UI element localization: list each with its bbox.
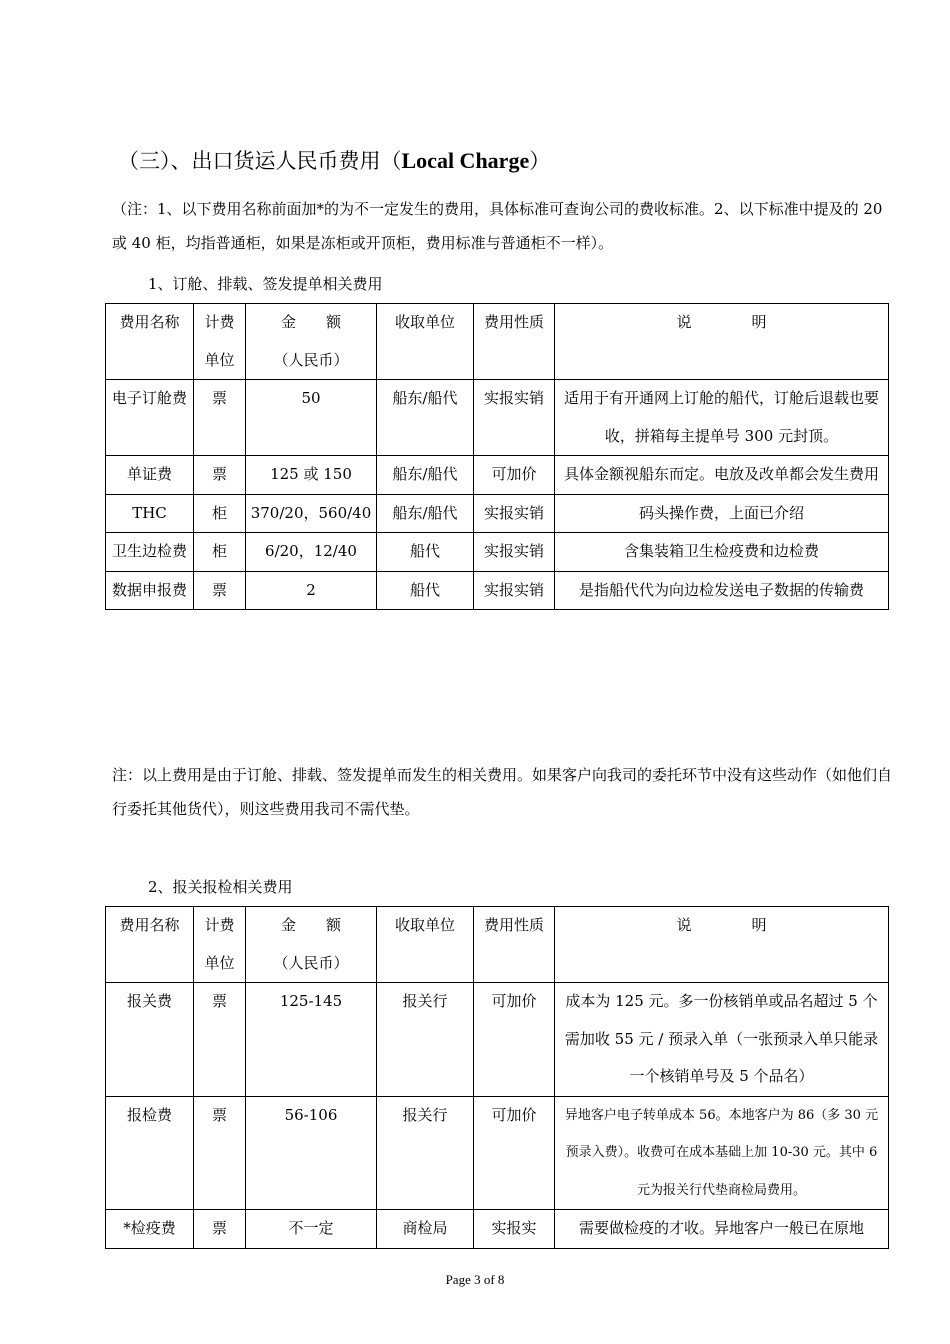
fee-desc: 异地客户电子转单成本 56。本地客户为 86（多 30 元预录入费）。收费可在成本基础上加 10-30 元。其中 6 元为报关行代垫商检局费用。 (555, 1096, 889, 1210)
fee-collector: 船东/船代 (377, 494, 474, 533)
fee-unit: 票 (194, 1210, 246, 1249)
fee-nature: 实报实销 (474, 494, 555, 533)
col-header-desc: 说 明 (555, 304, 889, 380)
table-row (106, 1096, 889, 1210)
table-row (106, 494, 889, 533)
fee-collector: 船代 (377, 533, 474, 572)
table1 (105, 303, 889, 610)
fee-desc: 码头操作费，上面已介绍 (555, 494, 889, 533)
fee-collector: 船代 (377, 571, 474, 610)
table1-caption: 1、订舱、排载、签发提单相关费用 (148, 275, 383, 293)
intro-note: （注：1、以下费用名称前面加*的为不一定发生的费用，具体标准可查询公司的费收标准。2、以下标准中提及的 20 或 40 柜，均指普通柜，如果是冻柜或开顶柜，费用标准与普通柜不一样）。 (112, 200, 883, 252)
col-header-unit: 计费单位 (194, 304, 246, 380)
fee-name: 数据申报费 (106, 571, 194, 610)
fee-unit: 票 (194, 983, 246, 1097)
col-header-name: 费用名称 (106, 907, 194, 983)
table2 (105, 906, 889, 1249)
fee-unit: 柜 (194, 533, 246, 572)
col-header-nature: 费用性质 (474, 304, 555, 380)
fee-unit: 柜 (194, 494, 246, 533)
fee-desc: 成本为 125 元。多一份核销单或品名超过 5 个需加收 55 元 / 预录入单（一张预录入单只能录一个核销单号及 5 个品名） (555, 983, 889, 1097)
fee-desc: 需要做检疫的才收。异地客户一般已在原地 (555, 1210, 889, 1249)
fee-nature: 可加价 (474, 983, 555, 1097)
col-header-collector: 收取单位 (377, 907, 474, 983)
table-row (106, 983, 889, 1097)
fee-nature: 实报实销 (474, 533, 555, 572)
fee-nature: 可加价 (474, 456, 555, 495)
fee-amount: 370/20，560/40 (246, 494, 377, 533)
fee-name: THC (106, 494, 194, 533)
fee-amount: 6/20，12/40 (246, 533, 377, 572)
fee-nature: 实报实销 (474, 380, 555, 456)
table1-note: 注：以上费用是由于订舱、排载、签发提单而发生的相关费用。如果客户向我司的委托环节中没有这些动作（如他们自行委托其他货代），则这些费用我司不需代垫。 (112, 766, 893, 818)
fee-name: 电子订舱费 (106, 380, 194, 456)
fee-collector: 船东/船代 (377, 380, 474, 456)
col-header-nature: 费用性质 (474, 907, 555, 983)
fee-amount: 不一定 (246, 1210, 377, 1249)
table-row (106, 1210, 889, 1249)
fee-collector: 报关行 (377, 1096, 474, 1210)
table-row (106, 380, 889, 456)
fee-name: 报关费 (106, 983, 194, 1097)
fee-collector: 报关行 (377, 983, 474, 1097)
col-header-desc: 说 明 (555, 907, 889, 983)
fee-amount: 50 (246, 380, 377, 456)
table-row (106, 571, 889, 610)
fee-unit: 票 (194, 456, 246, 495)
fee-collector: 商检局 (377, 1210, 474, 1249)
fee-name: *检疫费 (106, 1210, 194, 1249)
fee-desc: 具体金额视船东而定。电放及改单都会发生费用 (555, 456, 889, 495)
fee-amount: 125-145 (246, 983, 377, 1097)
col-header-name: 费用名称 (106, 304, 194, 380)
fee-nature: 实报实 (474, 1210, 555, 1249)
fee-desc: 是指船代代为向边检发送电子数据的传输费 (555, 571, 889, 610)
fee-unit: 票 (194, 380, 246, 456)
fee-amount: 56-106 (246, 1096, 377, 1210)
col-header-unit: 计费单位 (194, 907, 246, 983)
col-header-amount: 金 额 （人民币） (246, 907, 377, 983)
col-header-amount: 金 额 （人民币） (246, 304, 377, 380)
fee-amount: 125 或 150 (246, 456, 377, 495)
fee-unit: 票 (194, 571, 246, 610)
fee-name: 单证费 (106, 456, 194, 495)
fee-desc: 适用于有开通网上订舱的船代，订舱后退载也要收，拼箱每主提单号 300 元封顶。 (555, 380, 889, 456)
fee-amount: 2 (246, 571, 377, 610)
table-row (106, 456, 889, 495)
table1-header (106, 304, 889, 380)
fee-name: 卫生边检费 (106, 533, 194, 572)
table2-header (106, 907, 889, 983)
section-title: （三）、出口货运人民币费用（Local Charge） (118, 148, 551, 173)
col-header-collector: 收取单位 (377, 304, 474, 380)
fee-desc: 含集装箱卫生检疫费和边检费 (555, 533, 889, 572)
table2-caption: 2、报关报检相关费用 (148, 878, 293, 896)
fee-name: 报检费 (106, 1096, 194, 1210)
fee-unit: 票 (194, 1096, 246, 1210)
fee-collector: 船东/船代 (377, 456, 474, 495)
fee-nature: 实报实销 (474, 571, 555, 610)
page-footer: Page 3 of 8 (445, 1272, 505, 1287)
fee-nature: 可加价 (474, 1096, 555, 1210)
table-row (106, 533, 889, 572)
